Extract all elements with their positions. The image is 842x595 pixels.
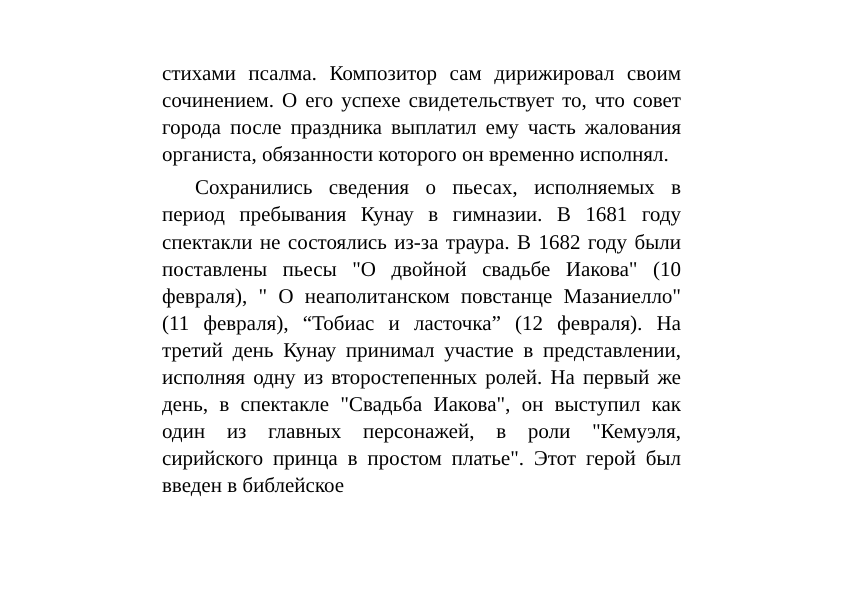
paragraph-continuation: стихами псалма. Композитор сам дирижировал своим сочинением. О его успехе свидетельствует то, что совет города после праздника выплатил ему часть жалования органиста, обязанности которого он временно исполнял. bbox=[162, 61, 681, 167]
body-text bbox=[162, 60, 681, 500]
paragraph-theatre-performances: Сохранились сведения о пьесах, исполняемых в период пребывания Кунау в гимназии. В 1681 году спектакли не состоялись из-за траура. В 1682 году были поставлены пьесы "О двойной свадьбе Иакова" (10 февраля), " О неаполитанском повстанце Мазаниелло" (11 февраля), “Тобиас и ласточка” (12 февраля). На третий день Кунау принимал участие в представлении, исполняя одну из второстепенных ролей. На первый же день, в спектакле "Свадьба Иакова", он выступил как один из главных персонажей, в роли "Кемуэля, сирийского принца в простом платье". Этот герой был введен в библейское bbox=[162, 175, 681, 498]
